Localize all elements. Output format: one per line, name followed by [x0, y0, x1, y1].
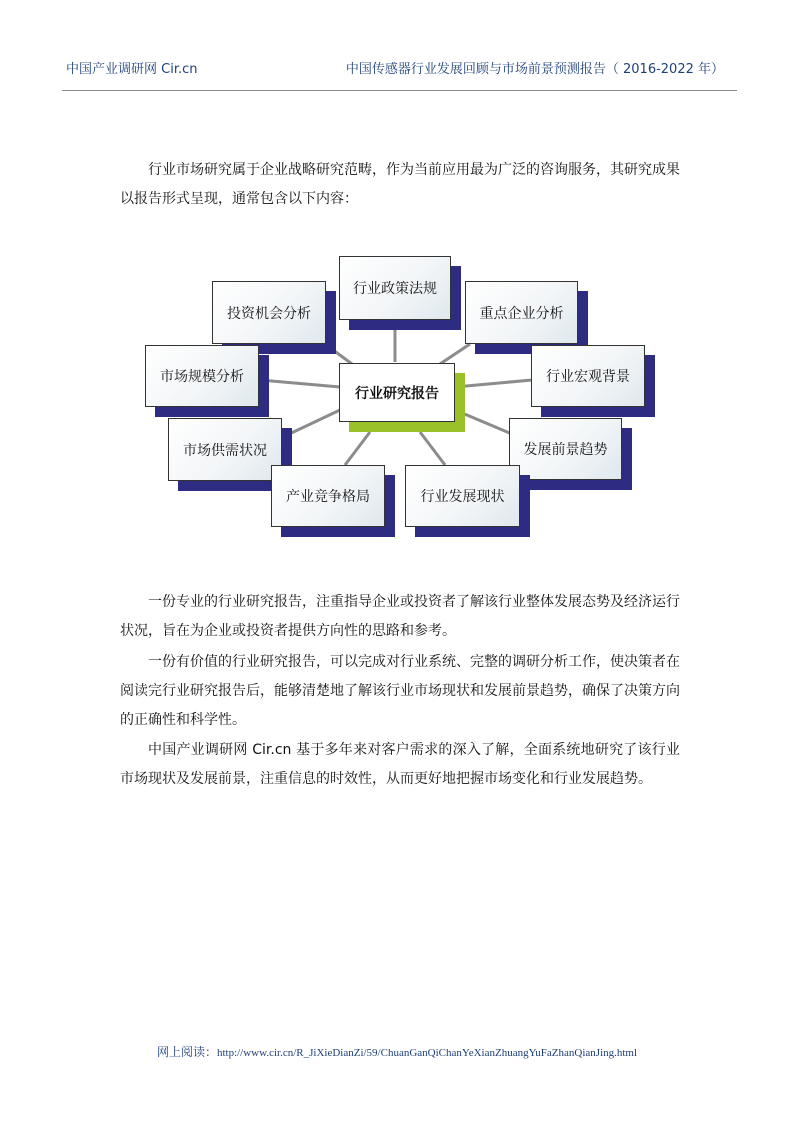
node-policy: 行业政策法规 — [339, 256, 451, 320]
node-key-companies: 重点企业分析 — [465, 281, 578, 344]
connector-outlook — [455, 410, 512, 434]
node-outlook: 发展前景趋势 — [509, 418, 622, 480]
header-divider — [62, 90, 737, 91]
node-competition: 产业竞争格局 — [271, 465, 385, 527]
node-market-size: 市场规模分析 — [145, 345, 259, 407]
header-report-title: 中国传感器行业发展回顾与市场前景预测报告（ 2016-2022 年） — [345, 62, 724, 77]
node-status: 行业发展现状 — [405, 465, 520, 527]
header-site-name: 中国产业调研网 Cir.cn — [66, 62, 198, 77]
footer — [0, 1043, 794, 1060]
footer-label: 网上阅读： — [156, 1045, 217, 1059]
node-supply-demand: 市场供需状况 — [168, 418, 282, 481]
connector-investment — [325, 344, 352, 364]
connector-macro — [455, 380, 532, 387]
paragraph-valuable-report: 一份有价值的行业研究报告，可以完成对行业系统、完整的调研分析工作，使决策者在阅读完行业研究报告后，能够清楚地了解该行业市场现状和发展前景趋势，确保了决策方向的正确性和科学性。 — [120, 654, 680, 728]
paragraph-cir-intro: 中国产业调研网 Cir.cn 基于多年来对客户需求的深入了解，全面系统地研究了该行业市场现状及发展前景，注重信息的时效性，从而更好地把握市场变化和行业发展趋势。 — [120, 742, 680, 787]
connector-market-size — [260, 380, 340, 387]
node-macro: 行业宏观背景 — [531, 345, 645, 407]
connector-competition — [345, 432, 370, 465]
connector-supply-demand — [285, 410, 340, 436]
connector-key-companies — [440, 344, 470, 364]
footer-url-link[interactable]: http://www.cir.cn/R_JiXieDianZi/59/ChuanGanQiChanYeXianZhuangYuFaZhanQianJing.html — [216, 1047, 638, 1059]
connector-status — [420, 432, 445, 465]
node-investment: 投资机会分析 — [212, 281, 326, 344]
intro-paragraph: 行业市场研究属于企业战略研究范畴，作为当前应用最为广泛的咨询服务，其研究成果以报告形式呈现，通常包含以下内容： — [120, 162, 680, 207]
node-center-report: 行业研究报告 — [339, 363, 455, 422]
paragraph-professional-report: 一份专业的行业研究报告，注重指导企业或投资者了解该行业整体发展态势及经济运行状况，旨在为企业或投资者提供方向性的思路和参考。 — [120, 594, 680, 639]
